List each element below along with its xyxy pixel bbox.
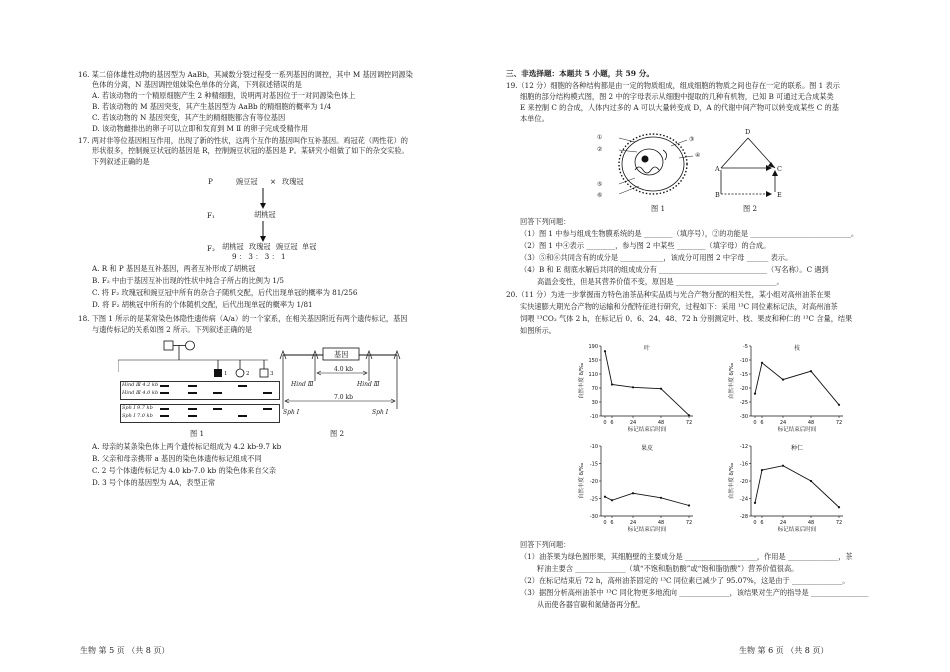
footer-right: 生物 第 6 页 （共 8 页） <box>739 646 829 655</box>
chart-2-title: 枝 <box>793 345 801 352</box>
chart-4-ytick-label-4: -28 <box>739 514 748 520</box>
q16-option-c: C. 若该动物的 N 基因突变，其产生的精细胞都含有等位基因 <box>92 113 286 122</box>
chart-3-xtick-label-2: 24 <box>629 520 637 526</box>
chart-4-point-2 <box>782 465 784 467</box>
node-a: A <box>715 165 720 173</box>
node-d: D <box>745 128 751 136</box>
chart-2-series-line <box>755 363 839 405</box>
q19-stem-1: 19.（12 分）细胞的各种结构都是由一定的物质组成，组成细胞的物质之间也存在一定的联系。图 1 表示 <box>506 81 840 90</box>
arrow-down-1 <box>258 188 268 210</box>
gel-label-h2: Hind Ⅲ 4.0 kb <box>122 390 159 396</box>
q17-stem-3: 下列叙述正确的是 <box>92 157 150 166</box>
q19-sub-4: （4）B 和 E 彻底水解后共同的组成成分有 ______________________________（写名称）。C 遇到 <box>520 265 829 274</box>
pedigree-num-2: 2 <box>246 371 250 377</box>
gel-label-s2: Sph Ⅰ 7.0 kb <box>122 413 153 419</box>
molecule-figure-caption: 图 2 <box>743 204 758 213</box>
q20-stem-2: 实快速膨大期光合产物的运输和分配特征进行研究，过程如下：采用 ¹³C 同位素标记法，对高州油茶 <box>520 302 838 311</box>
q20-stem-1: 20.（11 分）为进一步掌握南方特色油茶品种实品质与光合产物分配的相关性，某小组对高州油茶在果 <box>506 290 831 299</box>
band <box>263 408 272 410</box>
chart-1-point-1 <box>611 383 613 385</box>
chart-4-xtick-label-2: 24 <box>779 520 787 526</box>
molecule-diagram <box>713 130 783 202</box>
chart-4-xtick-label-1: 6 <box>760 520 764 526</box>
cross-f2-b: 玫瑰冠 <box>249 242 271 251</box>
q20-sub-2: （2）在标记结束后 72 h，高州油茶固定的 ¹³C 同位素已减少了 95.07%，这是由于 ______________。 <box>520 576 850 585</box>
q20-sub-3b: 从而使各器官碳和氮储备再分配。 <box>537 600 645 609</box>
chart-4-ytick-label-3: -24 <box>739 496 748 503</box>
chart-2-xtick-label-1: 6 <box>760 420 764 426</box>
node-e: E <box>777 191 782 199</box>
chart-2-ytick-label-2: -15 <box>739 372 748 378</box>
cell-marker-6: ⑥ <box>597 192 603 199</box>
band <box>213 392 222 394</box>
chart-3-point-4 <box>688 504 690 506</box>
cross-f2-c: 豌豆冠 <box>276 242 298 251</box>
chart-2-ytick-label-4: -25 <box>739 400 748 406</box>
band <box>160 408 169 410</box>
chart-4-title: 种仁 <box>790 445 804 452</box>
chart-3-ytick-label-0: -10 <box>589 444 598 450</box>
band <box>238 415 247 417</box>
q18-option-d: D. 3 号个体的基因型为 AA，表型正常 <box>92 478 216 487</box>
chart-3-point-1 <box>611 499 613 501</box>
q19-sub-4b: 高温会变性，但是其营养价值不变，原因是 ____________________________。 <box>537 277 784 286</box>
chart-3-title: 果皮 <box>640 445 654 452</box>
chart-4-ylabel: 自然丰度 δ/‰ <box>729 462 735 500</box>
affected-male-symbol <box>214 369 222 377</box>
q16-stem-2: 色体的分离，N 基因调控姐妹染色单体的分离，下列叙述错误的是 <box>92 80 302 89</box>
cross-f1-phenotype: 胡桃冠 <box>254 210 276 219</box>
chart-2-ytick-label-3: -20 <box>739 386 748 392</box>
chart-2-point-4 <box>838 404 840 406</box>
chart-2-point-3 <box>810 370 812 372</box>
chart-1-point-2 <box>632 386 634 388</box>
chart-3-point-0 <box>604 496 606 498</box>
chart-3-ytick-label-3: -25 <box>589 496 598 503</box>
chart-1-point-4 <box>688 414 690 416</box>
cell-marker-4: ④ <box>695 152 701 159</box>
chart-2-xtick-label-0: 0 <box>753 420 757 426</box>
q20-sub-3: （3）据图分析高州油茶中 ¹³C 同化物更多地流向 ______________，该结果对生产的指导是 ________________ <box>520 588 869 597</box>
chart-1-ytick-label-5: -10 <box>589 414 598 420</box>
chart-3-xtick-label-3: 48 <box>657 520 665 526</box>
chart-1-ytick-label-1: 150 <box>588 358 598 364</box>
chart-4-ytick-label-1: -16 <box>739 461 748 468</box>
q17-option-a: A. R 和 P 基因是互补基因，两者互补形成了胡桃冠 <box>92 264 256 273</box>
q20-stem-3: 饲喂 ¹³CO₂ 气体 2 h，在标记后 0、6、24、48、72 h 分别测定叶、枝、果皮和种仁的 ¹³C 含量，结果 <box>520 314 853 323</box>
chart-1-title: 叶 <box>643 345 651 352</box>
chart-4-xtick-label-4: 72 <box>835 520 843 526</box>
q17-option-b: B. F₂ 中由于基因互补出现的性状中纯合子所占的比例为 1/5 <box>92 276 284 285</box>
chart-3-point-2 <box>632 492 634 494</box>
chart-3-xtick-label-1: 6 <box>610 520 614 526</box>
chart-4-xtick-label-0: 0 <box>753 520 757 526</box>
chart-2-point-1 <box>761 362 763 364</box>
chart-3-xtick-label-4: 72 <box>685 520 693 526</box>
chart-3-ytick-label-4: -30 <box>589 514 598 520</box>
q18-option-a: A. 母亲的某条染色体上两个遗传标记组成为 4.2 kb-9.7 kb <box>92 442 282 451</box>
cross-p: P <box>208 177 213 186</box>
q19-stem-2: 细胞的部分结构模式图，图 2 中的字母表示从细胞中提取的几种有机物，已知 B 可通过无合成某类 <box>520 92 834 101</box>
pedigree-num-1: 1 <box>224 371 228 377</box>
chart-4-ytick-label-0: -12 <box>739 444 748 450</box>
chart-1-ytick-label-0: 190 <box>588 344 598 350</box>
q17-option-c: C. 将 F₂ 玫瑰冠和豌豆冠中所有的杂合子随机交配，后代出现单冠的概率为 81/256 <box>92 288 358 297</box>
chart-1-xtick-label-1: 6 <box>610 420 614 426</box>
chart-4-point-4 <box>838 506 840 508</box>
distance-4kb: 4.0 kb <box>334 366 353 373</box>
q20-ask: 回答下列问题： <box>520 540 571 549</box>
pedigree-num-3: 3 <box>270 371 274 377</box>
chart-2-point-2 <box>782 379 784 381</box>
chart-4-xtick-label-3: 48 <box>807 520 815 526</box>
q18-option-b: B. 父亲和母亲携带 a 基因的染色体遗传标记组成不同 <box>92 454 262 463</box>
hind-site-1: Hind Ⅲ <box>291 381 314 388</box>
q20-sub-1: （1）油茶果为绿色圆形果，其细胞壁的主要成分是 ____________________，作用是 ______________，茶 <box>520 552 853 561</box>
band <box>188 392 197 394</box>
figure-2-caption: 图 2 <box>330 429 345 438</box>
cell-marker-2: ② <box>597 146 603 153</box>
gel-label-s1: Sph Ⅰ 9.7 kb <box>122 405 153 411</box>
band <box>160 392 169 394</box>
node-c: C <box>777 165 782 173</box>
cross-parent-1: 豌豆冠 <box>236 177 258 186</box>
chart-1-xlabel: 标记结束后时间 <box>627 427 667 433</box>
chart-4-point-1 <box>761 469 763 471</box>
chart-4-point-3 <box>810 480 812 482</box>
cell-marker-1: ① <box>597 134 603 141</box>
chart-3-ylabel: 自然丰度 δ/‰ <box>579 462 585 500</box>
sph-site-1: Sph Ⅰ <box>283 409 300 416</box>
footer-left: 生物 第 5 页 （共 8 页） <box>80 646 170 655</box>
chart-3-xtick-label-0: 0 <box>603 520 607 526</box>
cell-marker-5: ⑤ <box>597 181 603 188</box>
cross-ratio: 9 ： 3 ： 3 ： 1 <box>232 252 286 261</box>
chart-1-xtick-label-2: 24 <box>629 420 637 426</box>
chart-2-point-0 <box>754 393 756 395</box>
sph-site-2: Sph Ⅰ <box>372 409 389 416</box>
chart-2-xtick-label-4: 72 <box>835 420 843 426</box>
chart-1-xtick-label-4: 72 <box>685 420 693 426</box>
q17-stem-1: 17. 两对非等位基因相互作用，出现了新的性状，这两个互作的基因叫作互补基因。鸡冠花（两性花）的 <box>78 136 408 145</box>
chart-3-point-3 <box>660 497 662 499</box>
band <box>188 408 197 410</box>
chart-4-series-line <box>755 466 839 508</box>
q19-sub-1: （1）图 1 中参与组成生物膜系统的是 ________（填序号），②的功能是 ____________________________。 <box>520 229 859 238</box>
cell-figure-caption: 图 1 <box>651 204 666 213</box>
cross-parent-2: 玫瑰冠 <box>282 177 304 186</box>
section-heading: 三、非选择题：本题共 5 小题，共 59 分。 <box>506 69 654 78</box>
cross-symbol: × <box>270 177 277 186</box>
isotope-charts <box>565 338 855 538</box>
q20-sub-1b: 籽油主要含 ______________（填“不饱和脂肪酸”或“饱和脂肪酸”）营养价值很高。 <box>537 564 799 573</box>
gel-label-h1: Hind Ⅲ 4.2 kb <box>122 382 159 388</box>
band <box>188 415 197 417</box>
right-page <box>475 0 950 672</box>
chart-2-ytick-label-0: -5 <box>743 344 748 350</box>
chart-2-xtick-label-3: 48 <box>807 420 815 426</box>
chart-3-xlabel: 标记结束后时间 <box>627 527 667 533</box>
band <box>213 408 222 410</box>
q16-option-d: D. 该动物雌排出的卵子可以立即和发育到 M Ⅱ 的卵子完成受精作用 <box>92 124 309 133</box>
female-symbol <box>236 369 244 377</box>
band <box>160 385 169 387</box>
chart-1-ytick-label-2: 110 <box>588 372 598 378</box>
chart-2-ytick-label-1: -10 <box>739 358 748 364</box>
chart-2-ylabel: 自然丰度 δ/‰ <box>729 362 735 400</box>
q18-stem-1: 18. 下图 1 所示的是某常染色体隐性遗传病（A/a）的一个家系，在相关基因附近有两个遗传标记，基因 <box>78 314 408 323</box>
band <box>160 415 169 417</box>
band <box>188 385 197 387</box>
chart-2-xtick-label-2: 24 <box>779 420 787 426</box>
cross-f1: F₁ <box>207 211 215 220</box>
chart-1-ytick-label-4: 30 <box>591 400 598 406</box>
q18-option-c: C. 2 号个体遗传标记为 4.0 kb-7.0 kb 的染色体来自父亲 <box>92 466 277 475</box>
chart-1-series-line <box>605 351 689 415</box>
chart-3-ytick-label-1: -15 <box>589 461 598 468</box>
cell-diagram <box>605 128 715 200</box>
pedigree-lines <box>118 338 278 386</box>
chart-1-ytick-label-3: 70 <box>591 386 598 392</box>
chart-4-ytick-label-2: -20 <box>739 479 748 485</box>
chart-1-xtick-label-0: 0 <box>603 420 607 426</box>
chart-4-xlabel: 标记结束后时间 <box>777 527 817 533</box>
male-symbol <box>260 369 268 377</box>
cross-f2-a: 胡桃冠 <box>222 242 244 251</box>
chart-1-point-3 <box>660 388 662 390</box>
hind-site-2: Hind Ⅲ <box>357 381 380 388</box>
cross-f2: F₂ <box>207 244 215 253</box>
q19-sub-2: （2）图 1 中④表示 ________，参与图 2 中某些 ________（填字母）的合成。 <box>520 241 771 250</box>
q19-stem-3: E 来控制 C 的合成，人体内过多的 A 可以大量转变成 D，A 的代谢中间产物可以转变成某些 C 的基 <box>520 103 839 112</box>
q17-stem-2: 形状很多，控制豌豆状冠的基因是 R，控制豌豆状冠的基因是 P。某研究小组做了如下的杂交实验。 <box>92 146 409 155</box>
gene-box-label: 基因 <box>334 350 349 359</box>
q17-option-d: D. 将 F₂ 胡桃冠中所有的个体随机交配，后代出现单冠的概率为 1/81 <box>92 300 313 309</box>
chart-3-series-line <box>605 493 689 505</box>
arrow-down-2 <box>258 221 268 243</box>
chart-4-point-0 <box>754 502 756 504</box>
q19-sub-3: （3）⑤和⑥共同含有的成分是 ____________，该成分可用图 2 中字母 ______ 表示。 <box>520 253 793 262</box>
chart-2-ytick-label-5: -30 <box>739 414 748 420</box>
chart-1-ylabel: 自然丰度 δ/‰ <box>579 362 585 400</box>
figure-1-caption: 图 1 <box>190 429 205 438</box>
q20-stem-4: 如图所示。 <box>520 326 556 335</box>
chart-1-xtick-label-3: 48 <box>657 420 665 426</box>
q16-stem-1: 16. 某二倍体雄性动物的基因型为 AaBb，其减数分裂过程受一系列基因的调控，其中 M 基因调控同源染 <box>78 70 413 79</box>
node-b: B <box>715 191 720 199</box>
chart-1-point-0 <box>604 350 606 352</box>
q16-option-b: B. 若该动物的 M 基因突变，其产生基因型为 AaBb 的精细胞的概率为 1/4 <box>92 102 332 111</box>
cell-marker-3: ③ <box>689 136 695 143</box>
band <box>238 385 247 387</box>
q16-option-a: A. 若该动物的一个精原细胞产生 2 种精细胞，说明两对基因位于一对同源染色体上 <box>92 91 356 100</box>
chart-3-ytick-label-2: -20 <box>589 479 598 485</box>
q19-ask: 回答下列问题： <box>520 217 571 226</box>
band <box>263 392 272 394</box>
q19-stem-4: 本单位。 <box>520 114 549 123</box>
chart-2-xlabel: 标记结束后时间 <box>777 427 817 433</box>
cross-f2-d: 单冠 <box>302 242 317 251</box>
distance-7kb: 7.0 kb <box>334 394 353 401</box>
q18-stem-2: 与遗传标记的关系如图 2 所示。下列叙述正确的是 <box>92 325 253 334</box>
